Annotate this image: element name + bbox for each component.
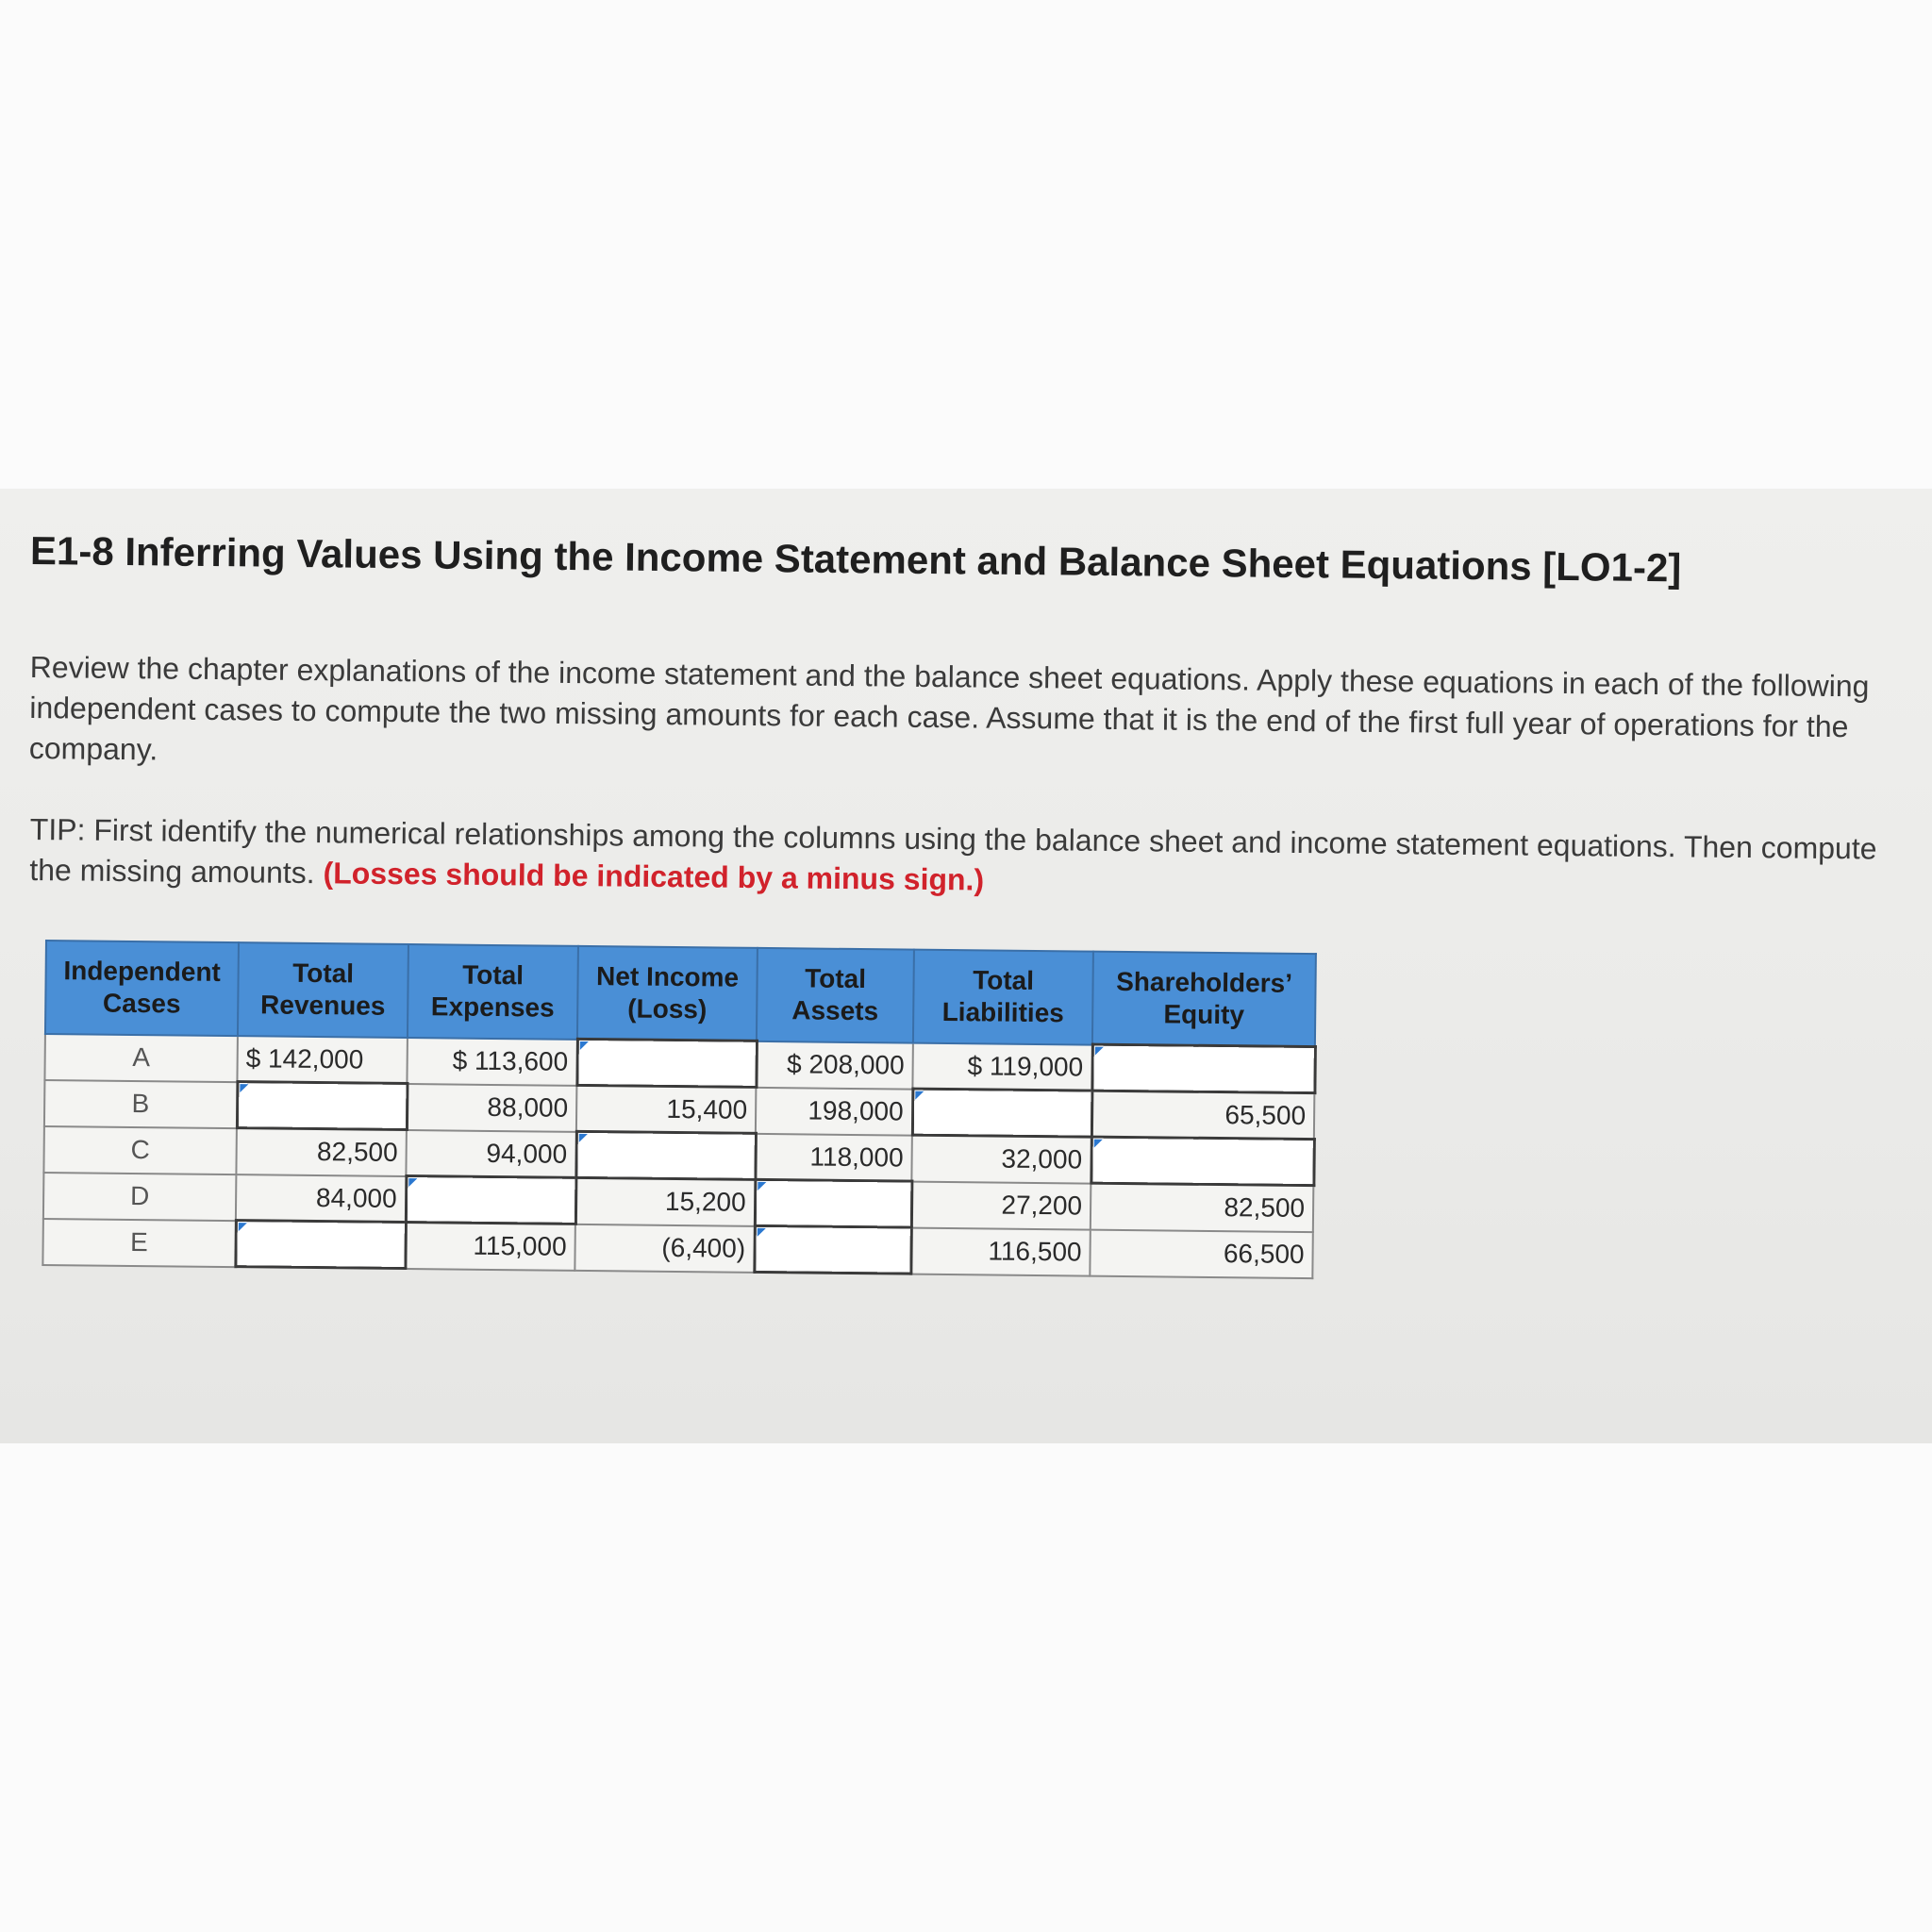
total-liabilities-input[interactable] bbox=[912, 1089, 1092, 1137]
loss-sign-note: (Losses should be indicated by a minus sign.) bbox=[323, 856, 985, 897]
shareholders-equity-cell: 82,500 bbox=[1091, 1183, 1314, 1231]
header-net-income: Net Income (Loss) bbox=[577, 946, 758, 1041]
total-assets-input[interactable] bbox=[755, 1179, 912, 1227]
header-total-liabilities: Total Liabilities bbox=[913, 950, 1093, 1044]
total-revenues-cell: 84,000 bbox=[236, 1174, 407, 1223]
header-total-revenues: Total Revenues bbox=[238, 942, 408, 1037]
total-revenues-input[interactable] bbox=[235, 1221, 406, 1269]
header-independent-cases: Independent Cases bbox=[45, 941, 239, 1036]
net-income-input[interactable] bbox=[576, 1039, 757, 1087]
case-label: C bbox=[43, 1125, 237, 1174]
total-assets-cell: 118,000 bbox=[755, 1133, 912, 1181]
net-income-cell: 15,200 bbox=[575, 1177, 756, 1225]
total-expenses-cell: 88,000 bbox=[407, 1084, 577, 1132]
total-expenses-input[interactable] bbox=[406, 1176, 576, 1224]
total-liabilities-cell: 32,000 bbox=[911, 1135, 1091, 1183]
total-liabilities-cell: $ 119,000 bbox=[912, 1042, 1092, 1091]
header-total-expenses: Total Expenses bbox=[408, 944, 578, 1039]
total-expenses-cell: 115,000 bbox=[405, 1223, 575, 1271]
case-label: A bbox=[44, 1034, 238, 1082]
total-expenses-cell: 94,000 bbox=[406, 1130, 576, 1178]
exercise-title: E1-8 Inferring Values Using the Income Statement and Balance Sheet Equations [LO1-2] bbox=[29, 528, 1682, 591]
header-total-assets: Total Assets bbox=[757, 948, 914, 1042]
shareholders-equity-cell: 65,500 bbox=[1091, 1091, 1315, 1139]
total-assets-input[interactable] bbox=[754, 1225, 911, 1274]
tip-body: TIP: First identify the numerical relationships among the columns using the balance sheet and income statement equations. Then compute the missing amounts. bbox=[29, 811, 1877, 891]
cases-table-wrapper bbox=[42, 940, 1317, 1279]
total-revenues-input[interactable] bbox=[237, 1082, 408, 1130]
total-assets-cell: $ 208,000 bbox=[756, 1041, 913, 1089]
exercise-panel bbox=[0, 489, 1932, 1443]
total-liabilities-cell: 116,500 bbox=[910, 1227, 1091, 1275]
shareholders-equity-input[interactable] bbox=[1091, 1137, 1314, 1185]
shareholders-equity-input[interactable] bbox=[1091, 1044, 1315, 1092]
total-revenues-cell: 82,500 bbox=[236, 1128, 407, 1176]
case-label: E bbox=[42, 1218, 236, 1266]
total-assets-cell: 198,000 bbox=[756, 1087, 913, 1135]
cases-table bbox=[42, 940, 1317, 1279]
case-label: D bbox=[43, 1172, 237, 1220]
total-revenues-cell bbox=[237, 1036, 408, 1084]
total-expenses-cell: $ 113,600 bbox=[407, 1038, 577, 1086]
net-income-cell: 15,400 bbox=[576, 1085, 757, 1133]
tip-text bbox=[29, 809, 1907, 910]
total-liabilities-cell: 27,200 bbox=[911, 1181, 1091, 1229]
shareholders-equity-cell: 66,500 bbox=[1090, 1229, 1313, 1277]
net-income-input[interactable] bbox=[575, 1131, 756, 1179]
total-revenues-value: $ 142,000 bbox=[245, 1042, 364, 1074]
case-label: B bbox=[44, 1080, 238, 1128]
header-shareholders-equity: Shareholders’ Equity bbox=[1092, 952, 1316, 1047]
net-income-cell: (6,400) bbox=[575, 1224, 755, 1272]
table-header-row bbox=[45, 941, 1316, 1047]
instructions-text: Review the chapter explanations of the income statement and the balance sheet equations. Apply these equations in each of the following independent cases to compute the two missing amounts for each case. Assume that it is the end of the first full year of operations for the company. bbox=[28, 649, 1870, 767]
